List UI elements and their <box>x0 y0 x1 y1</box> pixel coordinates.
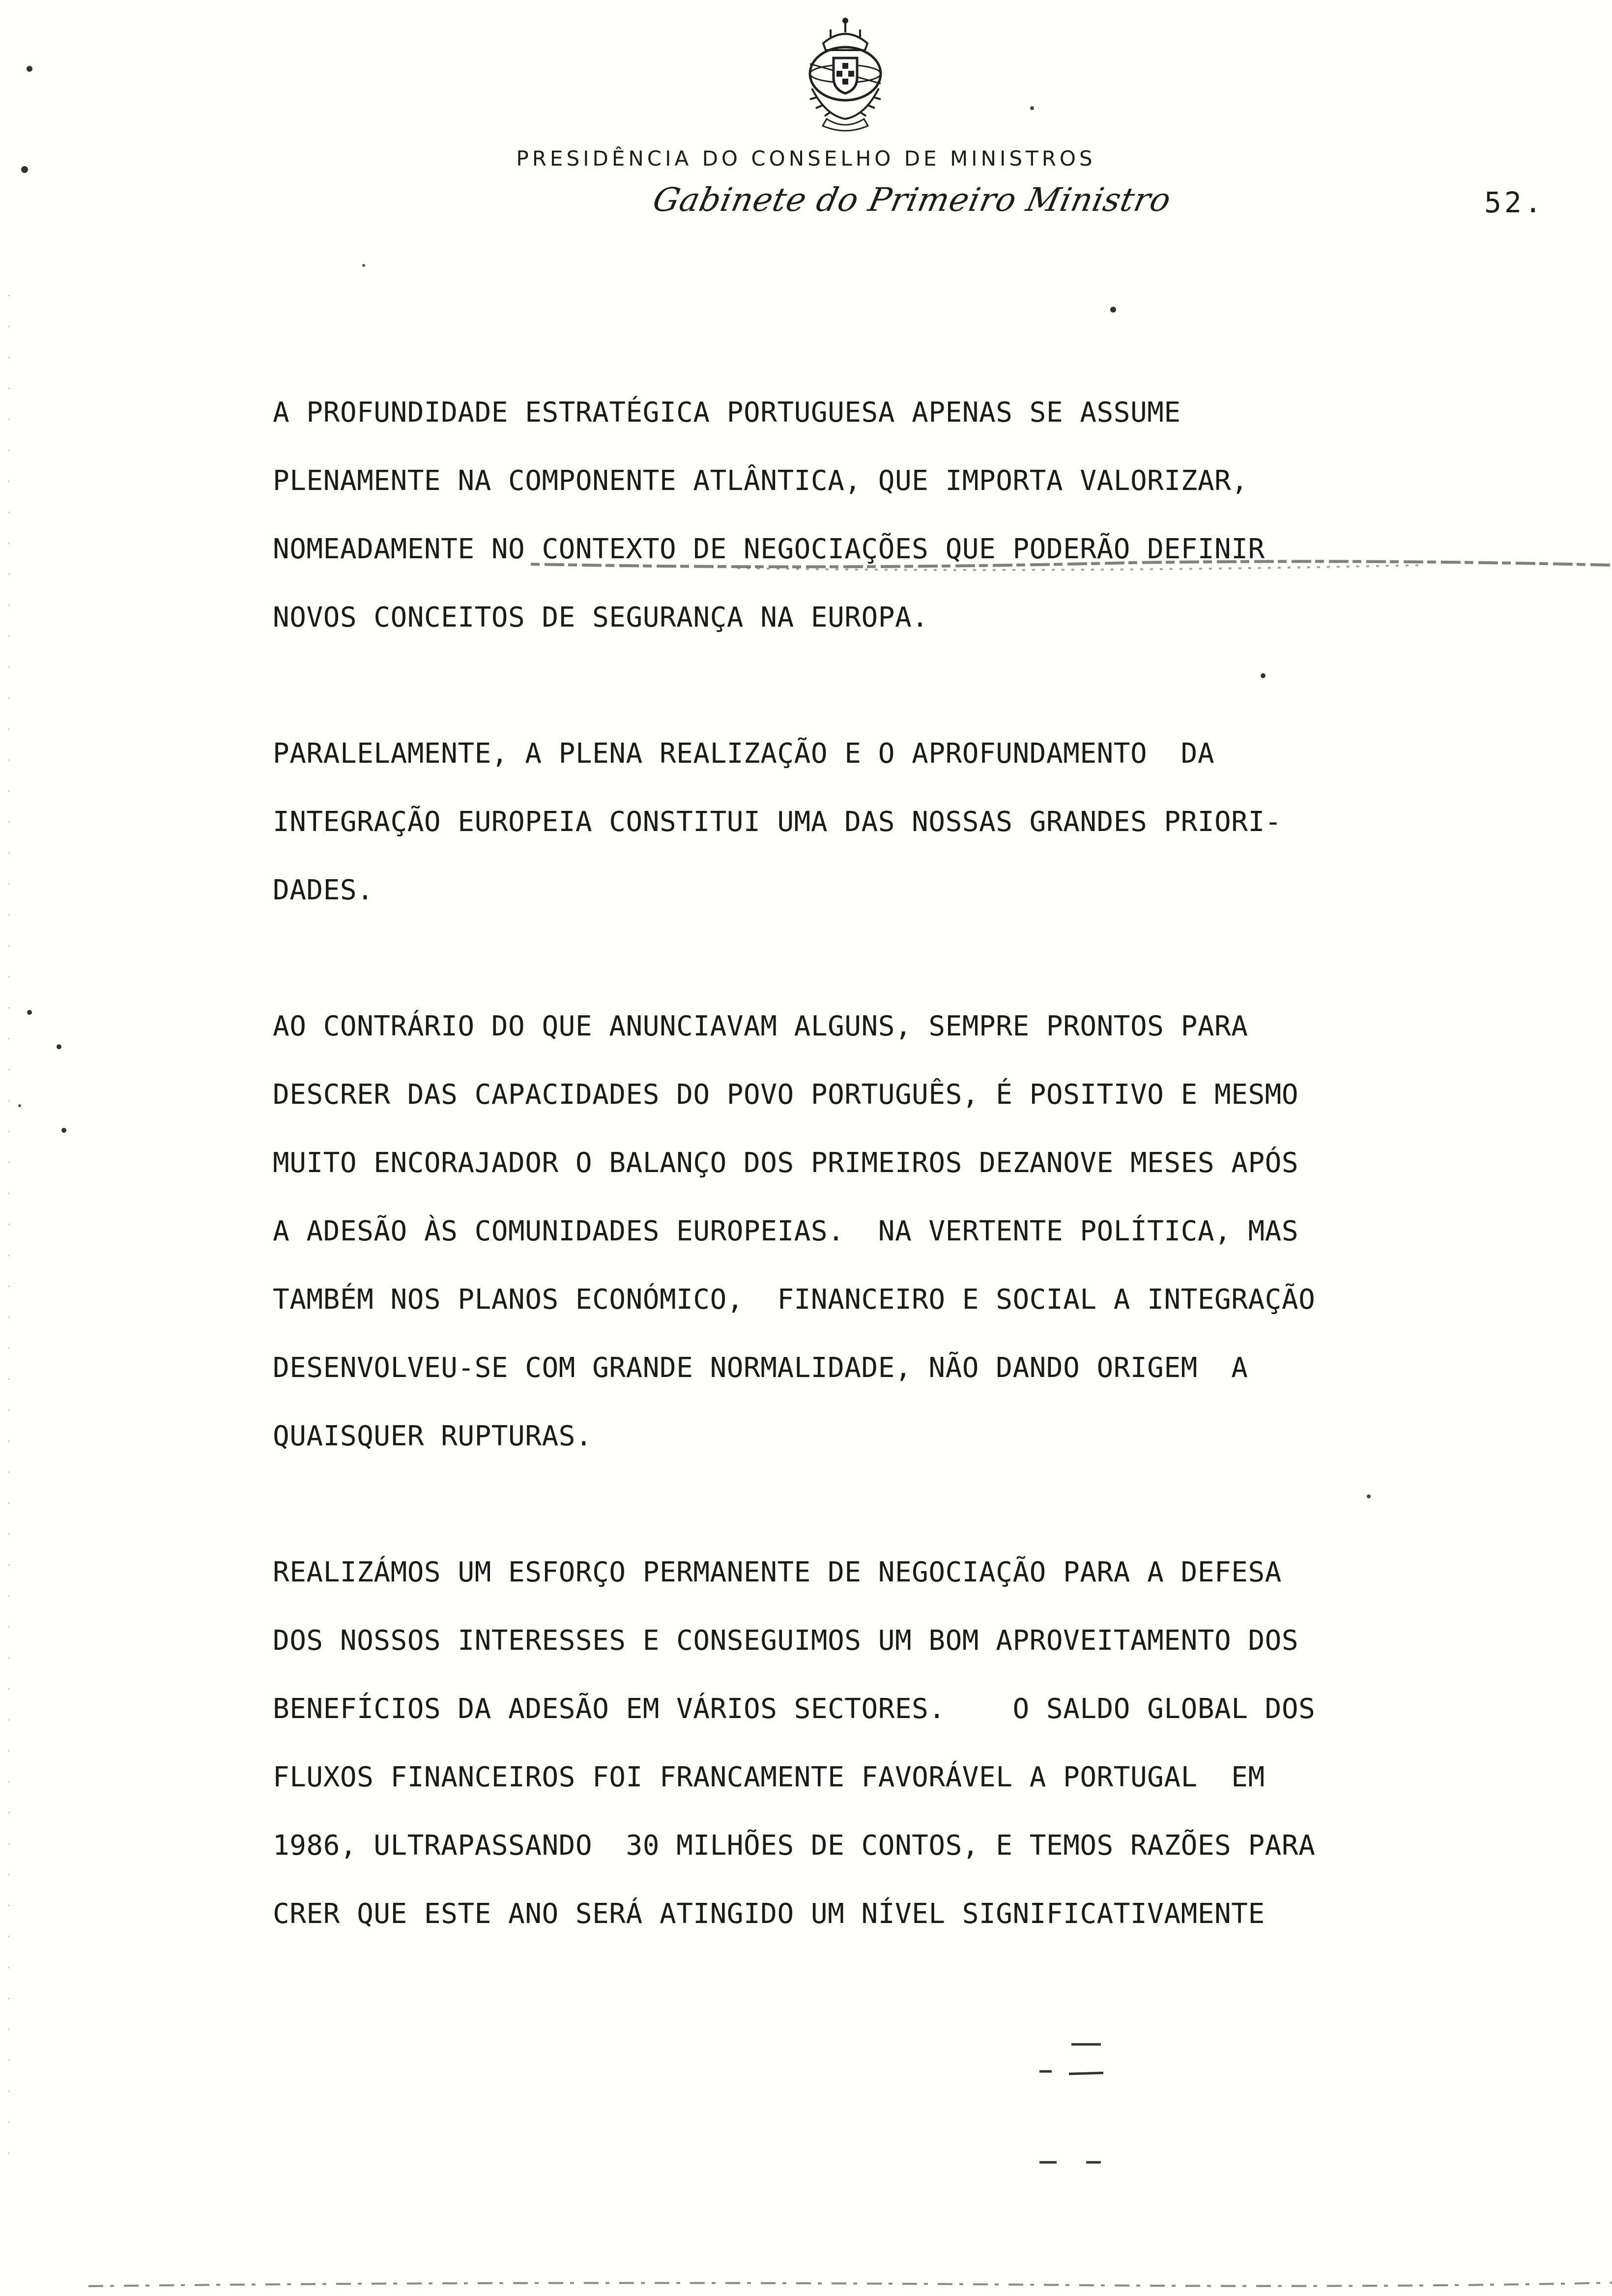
institution-name: PRESIDÊNCIA DO CONSELHO DE MINISTROS <box>516 146 1096 171</box>
text-line: DESCRER DAS CAPACIDADES DO POVO PORTUGUÊS, É POSITIVO E MESMO <box>273 1079 1299 1111</box>
text-line: AO CONTRÁRIO DO QUE ANUNCIAVAM ALGUNS, SEMPRE PRONTOS PARA <box>273 1010 1248 1042</box>
text-line: FLUXOS FINANCEIROS FOI FRANCAMENTE FAVORÁVEL A PORTUGAL EM <box>273 1761 1265 1793</box>
cabinet-name: Gabinete do Primeiro Ministro <box>649 181 1175 219</box>
text-line: PARALELAMENTE, A PLENA REALIZAÇÃO E O APROFUNDAMENTO DA <box>273 738 1215 770</box>
paragraph-gap <box>273 652 1590 719</box>
text-line: INTEGRAÇÃO EUROPEIA CONSTITUI UMA DAS NOSSAS GRANDES PRIORI- <box>273 806 1282 838</box>
text-line: TAMBÉM NOS PLANOS ECONÓMICO, FINANCEIRO E SOCIAL A INTEGRAÇÃO <box>273 1284 1316 1316</box>
text-line: CRER QUE ESTE ANO SERÁ ATINGIDO UM NÍVEL SIGNIFICATIVAMENTE <box>273 1898 1265 1930</box>
text-line: DESENVOLVEU-SE COM GRANDE NORMALIDADE, NÃO DANDO ORIGEM A <box>273 1352 1248 1384</box>
text-line: REALIZÁMOS UM ESFORÇO PERMANENTE DE NEGOCIAÇÃO PARA A DEFESA <box>273 1556 1282 1588</box>
paragraph-gap <box>273 924 1590 992</box>
text-line: DADES. <box>273 874 374 906</box>
text-line: MUITO ENCORAJADOR O BALANÇO DOS PRIMEIROS DEZANOVE MESES APÓS <box>273 1147 1299 1179</box>
text-line: NOMEADAMENTE NO CONTEXTO DE NEGOCIAÇÕES QUE PODERÃO DEFINIR <box>273 533 1265 565</box>
text-line: BENEFÍCIOS DA ADESÃO EM VÁRIOS SECTORES. O SALDO GLOBAL DOS <box>273 1693 1316 1725</box>
text-line: 1986, ULTRAPASSANDO 30 MILHÕES DE CONTOS, E TEMOS RAZÕES PARA <box>273 1830 1316 1862</box>
coat-of-arms-icon <box>781 15 909 133</box>
text-line: NOVOS CONCEITOS DE SEGURANÇA NA EUROPA. <box>273 602 929 633</box>
paragraph-gap <box>273 1470 1590 1538</box>
text-line: DOS NOSSOS INTERESSES E CONSEGUIMOS UM BOM APROVEITAMENTO DOS <box>273 1625 1299 1657</box>
text-line: A ADESÃO ÀS COMUNIDADES EUROPEIAS. NA VERTENTE POLÍTICA, MAS <box>273 1215 1299 1247</box>
text-line: A PROFUNDIDADE ESTRATÉGICA PORTUGUESA APENAS SE ASSUME <box>273 397 1181 429</box>
page-number: 52. <box>1484 186 1545 219</box>
document-body <box>273 378 1590 1948</box>
text-line: PLENAMENTE NA COMPONENTE ATLÂNTICA, QUE IMPORTA VALORIZAR, <box>273 465 1248 497</box>
text-line: QUAISQUER RUPTURAS. <box>273 1420 593 1452</box>
